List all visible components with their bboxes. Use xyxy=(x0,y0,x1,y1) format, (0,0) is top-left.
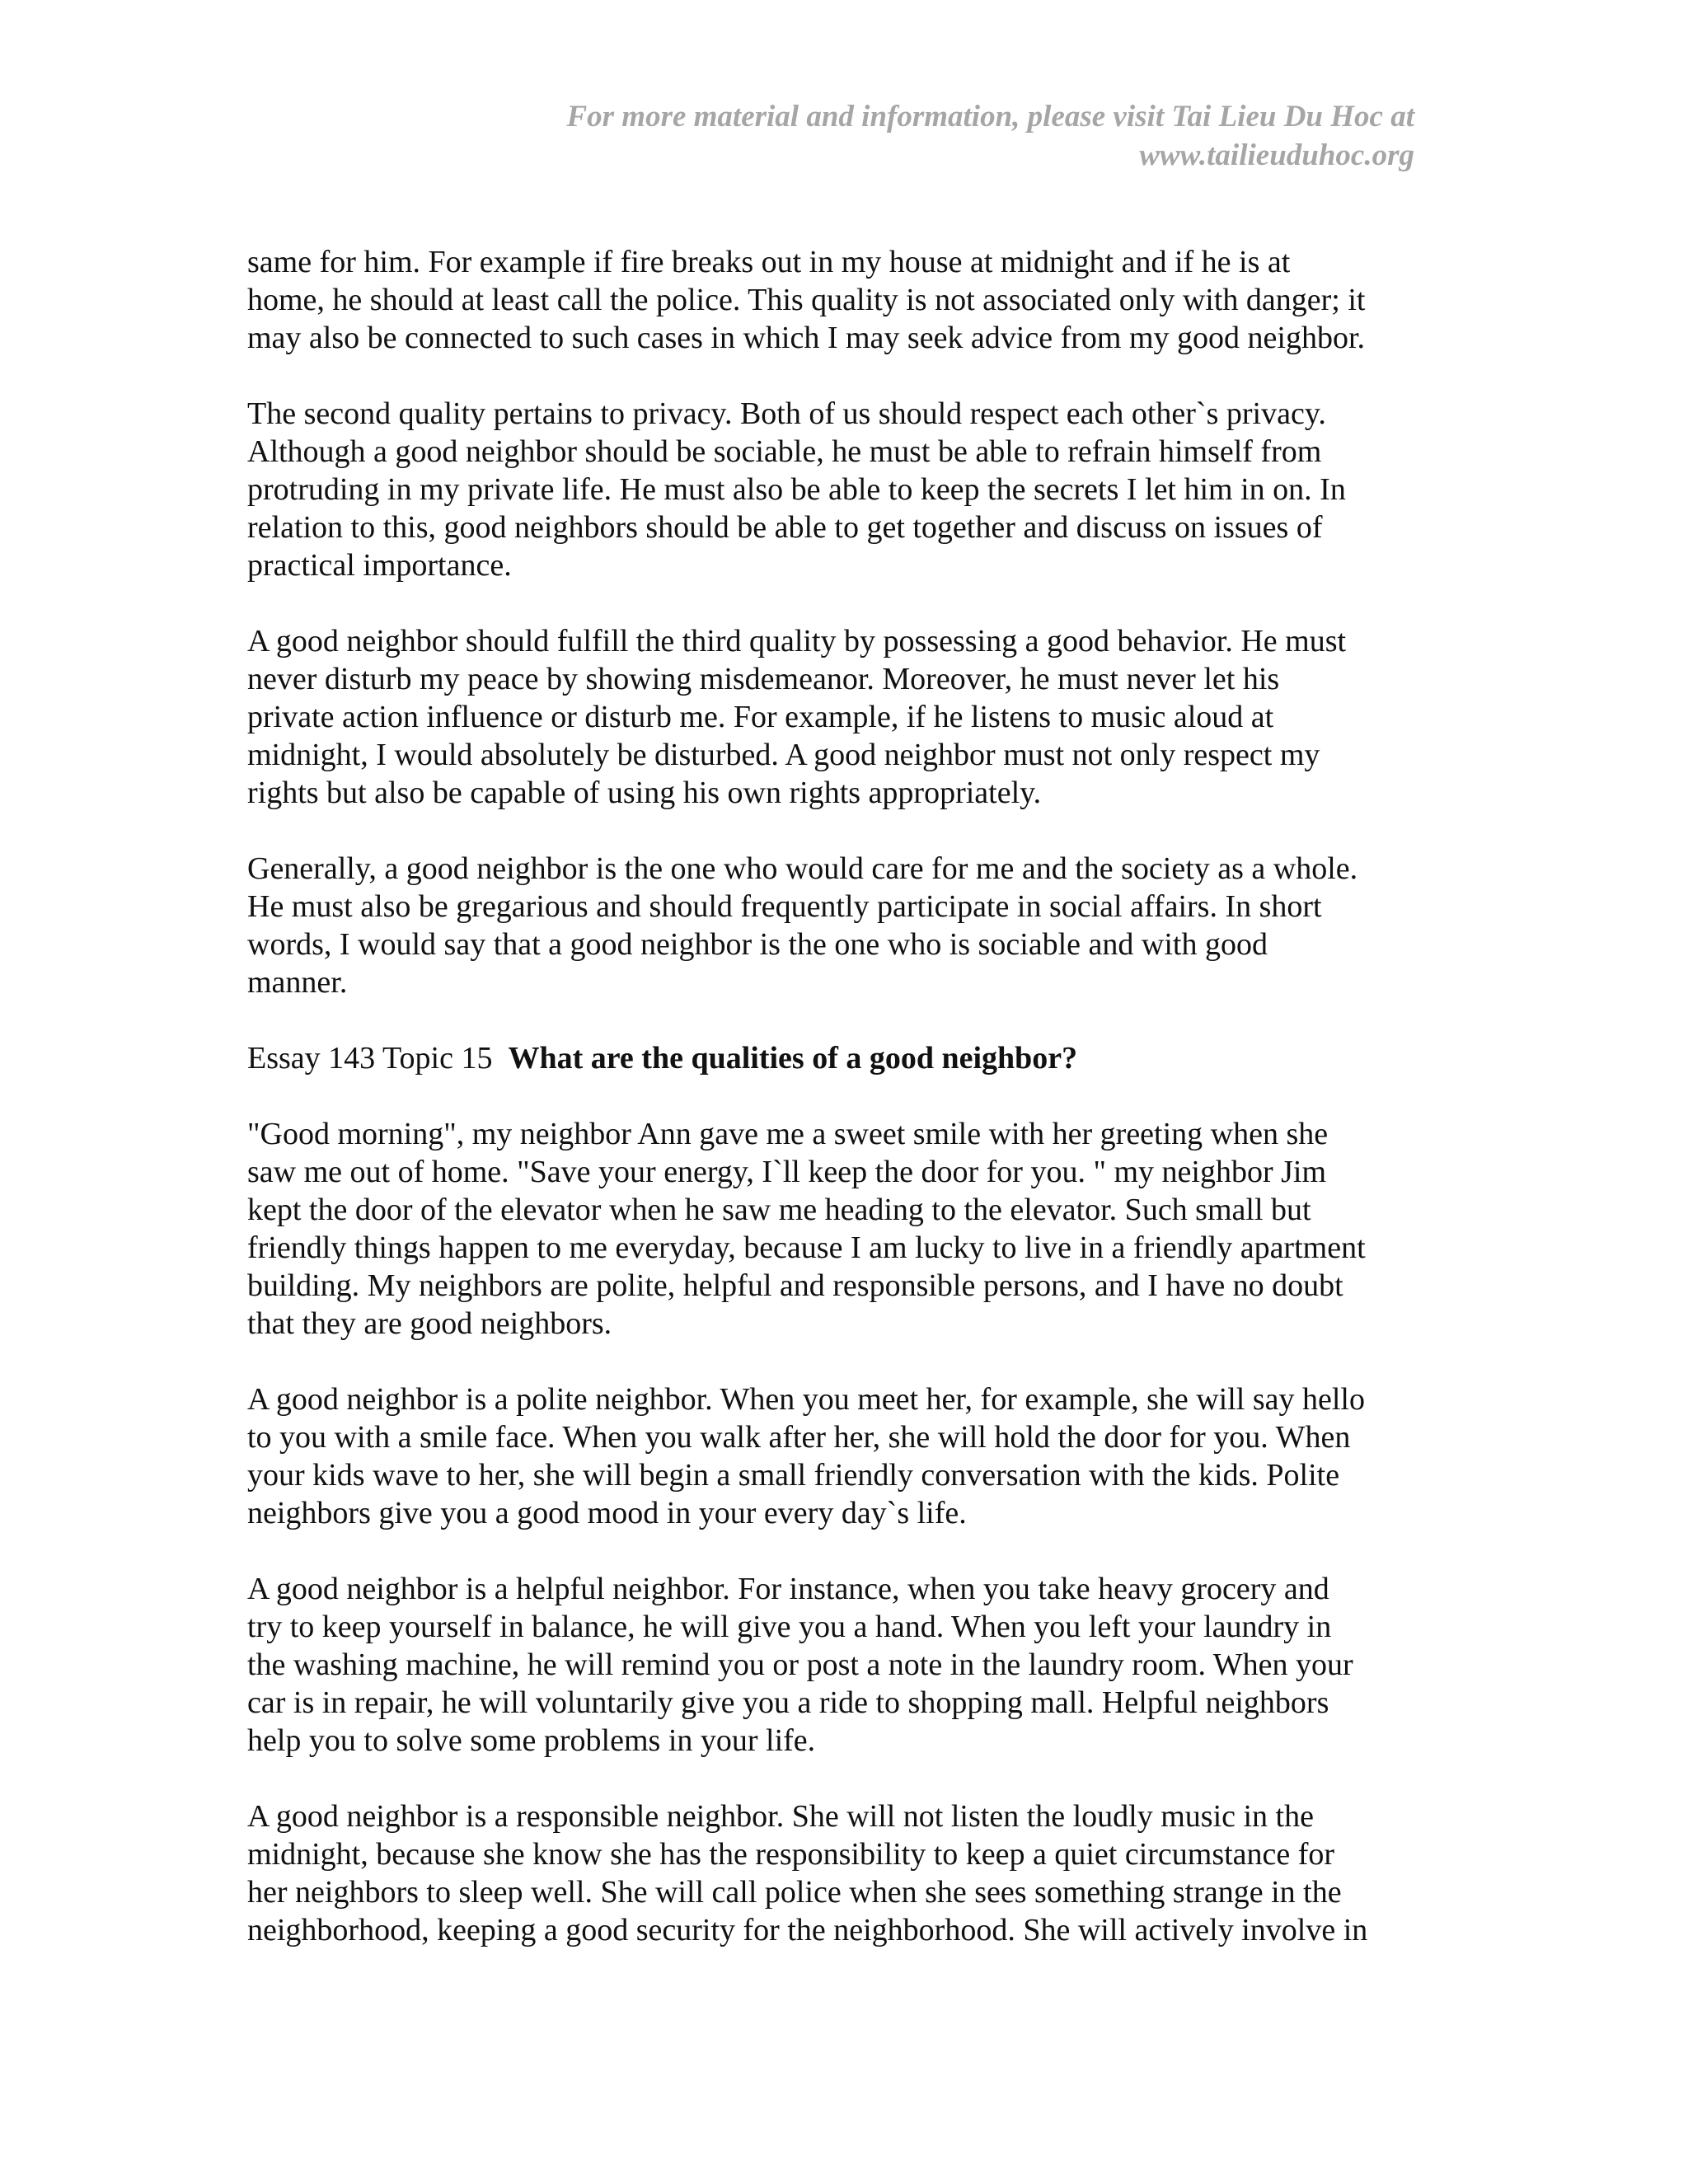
text-line: rights but also be capable of using his own rights appropriately. xyxy=(247,776,1042,810)
essay-number: Essay 143 Topic 15 xyxy=(247,1041,493,1076)
text-line: relation to this, good neighbors should be able to get together and discuss on issues of xyxy=(247,510,1323,545)
text-line: A good neighbor should fulfill the third quality by possessing a good behavior. He must xyxy=(247,624,1347,658)
text-line: protruding in my private life. He must also be able to keep the secrets I let him in on. In xyxy=(247,472,1346,507)
text-line: midnight, I would absolutely be disturbed. A good neighbor must not only respect my xyxy=(247,738,1320,772)
text-line: kept the door of the elevator when he saw me heading to the elevator. Such small but xyxy=(247,1193,1311,1227)
document-body xyxy=(247,243,1451,1987)
essay-title: What are the qualities of a good neighbor? xyxy=(508,1041,1078,1076)
paragraph xyxy=(247,1115,1451,1343)
text-line: neighbors give you a good mood in your every day`s life. xyxy=(247,1496,967,1530)
text-line: A good neighbor is a responsible neighbor. She will not listen the loudly music in the xyxy=(247,1799,1314,1834)
text-line: home, he should at least call the police. This quality is not associated only with danger; it xyxy=(247,283,1366,317)
text-line: He must also be gregarious and should frequently participate in social affairs. In short xyxy=(247,889,1322,924)
essay-heading xyxy=(247,1039,1451,1077)
paragraph xyxy=(247,243,1451,357)
text-line: private action influence or disturb me. For example, if he listens to music aloud at xyxy=(247,700,1274,734)
page-header xyxy=(178,97,1414,175)
paragraph xyxy=(247,850,1451,1001)
text-line: the washing machine, he will remind you or post a note in the laundry room. When your xyxy=(247,1647,1353,1682)
text-line: your kids wave to her, she will begin a small friendly conversation with the kids. Polite xyxy=(247,1458,1340,1493)
text-line: car is in repair, he will voluntarily give you a ride to shopping mall. Helpful neighbors xyxy=(247,1685,1329,1720)
text-line: The second quality pertains to privacy. Both of us should respect each other`s privacy. xyxy=(247,396,1326,431)
text-line: help you to solve some problems in your life. xyxy=(247,1723,816,1758)
text-line: try to keep yourself in balance, he will give you a hand. When you left your laundry in xyxy=(247,1610,1332,1644)
text-line: manner. xyxy=(247,965,348,1000)
text-line: neighborhood, keeping a good security for the neighborhood. She will actively involve in xyxy=(247,1913,1368,1947)
paragraph xyxy=(247,1797,1451,1949)
text-line: A good neighbor is a polite neighbor. When you meet her, for example, she will say hello xyxy=(247,1382,1365,1417)
paragraph xyxy=(247,1380,1451,1532)
paragraphs-bottom xyxy=(247,1115,1451,1949)
text-line: A good neighbor is a helpful neighbor. For instance, when you take heavy grocery and xyxy=(247,1572,1329,1606)
text-line: to you with a smile face. When you walk after her, she will hold the door for you. When xyxy=(247,1420,1351,1455)
text-line: may also be connected to such cases in which I may seek advice from my good neighbor. xyxy=(247,321,1365,355)
text-line: friendly things happen to me everyday, because I am lucky to live in a friendly apartment xyxy=(247,1230,1366,1265)
text-line: saw me out of home. "Save your energy, I`ll keep the door for you. " my neighbor Jim xyxy=(247,1155,1327,1189)
paragraph xyxy=(247,622,1451,812)
text-line: "Good morning", my neighbor Ann gave me a sweet smile with her greeting when she xyxy=(247,1117,1329,1151)
text-line: never disturb my peace by showing misdemeanor. Moreover, he must never let his xyxy=(247,662,1280,696)
text-line: that they are good neighbors. xyxy=(247,1306,612,1341)
header-link-url[interactable]: www.tailieuduhoc.org xyxy=(1139,138,1414,172)
paragraph xyxy=(247,1570,1451,1760)
text-line: Although a good neighbor should be sociable, he must be able to refrain himself from xyxy=(247,434,1322,469)
paragraph xyxy=(247,395,1451,584)
text-line: practical importance. xyxy=(247,548,512,583)
paragraphs-top xyxy=(247,243,1451,1001)
text-line: midnight, because she know she has the responsibility to keep a quiet circumstance for xyxy=(247,1837,1335,1872)
text-line: her neighbors to sleep well. She will call police when she sees something strange in the xyxy=(247,1875,1342,1910)
text-line: building. My neighbors are polite, helpful and responsible persons, and I have no doubt xyxy=(247,1268,1343,1303)
text-line: words, I would say that a good neighbor is the one who is sociable and with good xyxy=(247,927,1268,962)
text-line: Generally, a good neighbor is the one who would care for me and the society as a whole. xyxy=(247,851,1358,886)
header-line-1: For more material and information, please visit Tai Lieu Du Hoc at xyxy=(566,100,1414,134)
text-line: same for him. For example if fire breaks out in my house at midnight and if he is at xyxy=(247,245,1291,279)
